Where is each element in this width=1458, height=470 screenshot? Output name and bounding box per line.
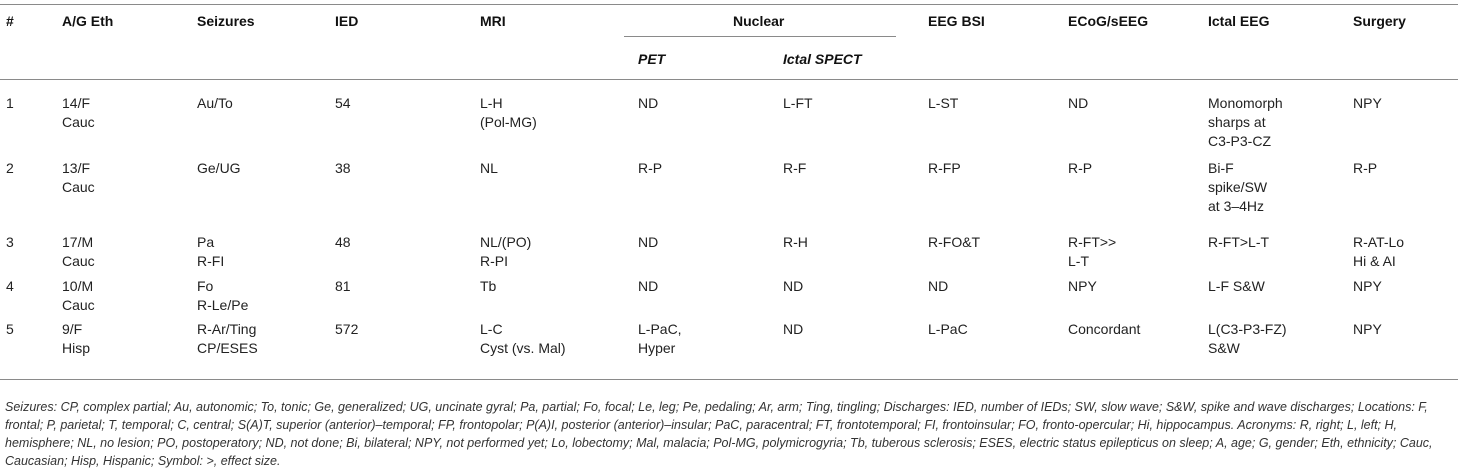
cell-line: R-FT>L-T xyxy=(1208,234,1270,250)
cell-num xyxy=(6,94,14,113)
cell-age-gender-eth xyxy=(62,94,95,132)
subheader-ictal-spect: Ictal SPECT xyxy=(783,51,862,67)
cell-line: NL/(PO) xyxy=(480,234,532,250)
cell-seizures xyxy=(197,320,258,358)
cell-ictal-eeg xyxy=(1208,159,1267,216)
cell-ictal-spect xyxy=(783,159,806,178)
table-footnote: Seizures: CP, complex partial; Au, autonomic; To, tonic; Ge, generalized; UG, uncinate gyral; Pa, partial; Fo, focal; Le, leg; Pe, pedaling; Ar, arm; Ting, tingling; Discharges: IED, number of IEDs; SW, slow wave; S&W, spike and wave discharges; Locations: F, frontal; P, parietal; T, temporal; C, central; S(A)T, superior (anterior)–temporal; FP, frontopolar; P(A)I, posterior (anterior)–insular; PaC, paracentral; FT, frontotemporal; FI, frontoinsular; FO, fronto-opercular; Hi, hippocampus. Acronyms: R, right; L, left; H, hemisphere; NL, no lesion; PO, postoperatory; ND, not done; Bi, bilateral; NPY, not performed yet; Lo, lobectomy; Mal, malacia; Pol-MG, polymicrogyria; Tb, tuberous sclerosis; ESES, electric status epilepticus on sleep; A, age; G, gender; Eth, ethnicity; Cauc, Caucasian; Hisp, Hispanic; Symbol: >, effect size. xyxy=(5,400,1433,468)
cell-line: R-H xyxy=(783,234,808,250)
cell-line: 13/F xyxy=(62,160,91,176)
cell-line: Cauc xyxy=(62,297,95,313)
cell-line: 2 xyxy=(6,160,14,176)
header-surgery: Surgery xyxy=(1353,13,1406,29)
header-seizures: Seizures xyxy=(197,13,255,29)
cell-ecog-seeg xyxy=(1068,320,1140,339)
cell-line: Cauc xyxy=(62,114,95,130)
cell-line: 5 xyxy=(6,321,14,337)
cell-line: ND xyxy=(783,321,804,337)
cell-num xyxy=(6,320,14,339)
header-bottom-rule xyxy=(0,79,1458,80)
cell-line: Cyst (vs. Mal) xyxy=(480,340,566,356)
cell-line: ND xyxy=(928,278,949,294)
nuclear-underline xyxy=(624,36,896,37)
cell-line: NL xyxy=(480,160,498,176)
cell-ictal-eeg xyxy=(1208,320,1287,358)
cell-mri xyxy=(480,277,496,296)
cell-line: C3-P3-CZ xyxy=(1208,133,1272,149)
header-num: # xyxy=(6,13,14,29)
cell-ictal-eeg xyxy=(1208,277,1265,296)
cell-age-gender-eth xyxy=(62,277,95,315)
cell-ictal-spect xyxy=(783,277,803,296)
cell-ied xyxy=(335,94,351,113)
cell-seizures xyxy=(197,233,224,271)
cell-line: 48 xyxy=(335,234,351,250)
cell-line: NPY xyxy=(1353,278,1382,294)
cell-line: 1 xyxy=(6,95,14,111)
table-bottom-rule xyxy=(0,379,1458,380)
cell-surgery xyxy=(1353,233,1404,271)
cell-age-gender-eth xyxy=(62,320,90,358)
cell-line: ND xyxy=(638,95,659,111)
cell-line: Cauc xyxy=(62,253,95,269)
cell-mri xyxy=(480,233,531,271)
cell-line: R-P xyxy=(1353,160,1378,176)
cell-pet xyxy=(638,94,658,113)
cell-line: 4 xyxy=(6,278,14,294)
cell-seizures xyxy=(197,159,241,178)
cell-line: ND xyxy=(783,278,804,294)
header-nuclear: Nuclear xyxy=(733,13,785,29)
cell-eeg-bsi xyxy=(928,94,958,113)
cell-line: Hyper xyxy=(638,340,676,356)
cell-line: spike/SW xyxy=(1208,179,1268,195)
cell-line: R-AT-Lo xyxy=(1353,234,1405,250)
cell-line: Hisp xyxy=(62,340,91,356)
cell-ied xyxy=(335,277,351,296)
cell-eeg-bsi xyxy=(928,320,968,339)
cell-pet xyxy=(638,159,662,178)
cell-line: L-F S&W xyxy=(1208,278,1265,294)
cell-line: R-PI xyxy=(480,253,508,269)
cell-eeg-bsi xyxy=(928,159,961,178)
cell-line: Concordant xyxy=(1068,321,1141,337)
table-top-rule xyxy=(0,4,1458,5)
cell-line: R-FI xyxy=(197,253,225,269)
cell-age-gender-eth xyxy=(62,159,95,197)
subheader-pet: PET xyxy=(638,51,666,67)
cell-ecog-seeg xyxy=(1068,94,1088,113)
cell-line: at 3–4Hz xyxy=(1208,198,1265,214)
cell-line: S&W xyxy=(1208,340,1240,356)
cell-line: Tb xyxy=(480,278,497,294)
cell-line: L-ST xyxy=(928,95,959,111)
cell-line: Au/To xyxy=(197,95,233,111)
cell-line: R-FP xyxy=(928,160,961,176)
cell-eeg-bsi xyxy=(928,233,980,252)
cell-line: R-Ar/Ting xyxy=(197,321,257,337)
cell-line: 9/F xyxy=(62,321,83,337)
cell-pet xyxy=(638,277,658,296)
cell-seizures xyxy=(197,94,233,113)
cell-eeg-bsi xyxy=(928,277,948,296)
cell-surgery xyxy=(1353,159,1377,178)
cell-ied xyxy=(335,159,351,178)
cell-line: ND xyxy=(638,278,659,294)
cell-line: R-Le/Pe xyxy=(197,297,249,313)
cell-ictal-spect xyxy=(783,94,813,113)
cell-line: NPY xyxy=(1353,321,1382,337)
cell-ecog-seeg xyxy=(1068,277,1097,296)
cell-line: (Pol-MG) xyxy=(480,114,537,130)
cell-line: R-FO&T xyxy=(928,234,981,250)
cell-mri xyxy=(480,320,566,358)
cell-line: 54 xyxy=(335,95,351,111)
cell-line: R-P xyxy=(1068,160,1093,176)
header-mri: MRI xyxy=(480,13,506,29)
cell-num xyxy=(6,277,14,296)
cell-line: L-PaC, xyxy=(638,321,682,337)
cell-ictal-spect xyxy=(783,233,808,252)
cell-ictal-eeg xyxy=(1208,233,1269,252)
cell-line: 81 xyxy=(335,278,351,294)
cell-seizures xyxy=(197,277,248,315)
cell-line: ND xyxy=(638,234,659,250)
cell-line: 3 xyxy=(6,234,14,250)
cell-pet xyxy=(638,233,658,252)
cell-num xyxy=(6,233,14,252)
cell-line: 10/M xyxy=(62,278,94,294)
header-age-gender-eth: A/G Eth xyxy=(62,13,114,29)
cell-surgery xyxy=(1353,277,1382,296)
cell-line: 17/M xyxy=(62,234,94,250)
cell-surgery xyxy=(1353,320,1382,339)
cell-ictal-eeg xyxy=(1208,94,1283,151)
cell-line: L-T xyxy=(1068,253,1089,269)
cell-line: 572 xyxy=(335,321,359,337)
cell-line: L-FT xyxy=(783,95,813,111)
cell-line: Monomorph xyxy=(1208,95,1283,111)
cell-age-gender-eth xyxy=(62,233,95,271)
cell-line: L-H xyxy=(480,95,503,111)
cell-ecog-seeg xyxy=(1068,233,1116,271)
cell-line: Bi-F xyxy=(1208,160,1234,176)
cell-line: L-PaC xyxy=(928,321,968,337)
header-ictal-eeg: Ictal EEG xyxy=(1208,13,1270,29)
cell-line: R-F xyxy=(783,160,807,176)
cell-line: CP/ESES xyxy=(197,340,258,356)
cell-pet xyxy=(638,320,682,358)
cell-line: NPY xyxy=(1068,278,1097,294)
header-ecog-seeg: ECoG/sEEG xyxy=(1068,13,1149,29)
cell-line: sharps at xyxy=(1208,114,1266,130)
cell-line: NPY xyxy=(1353,95,1382,111)
cell-num xyxy=(6,159,14,178)
cell-line: ND xyxy=(1068,95,1089,111)
cell-mri xyxy=(480,94,537,132)
cell-line: 38 xyxy=(335,160,351,176)
cell-line: Pa xyxy=(197,234,215,250)
cell-mri xyxy=(480,159,498,178)
cell-ecog-seeg xyxy=(1068,159,1092,178)
cell-line: L-C xyxy=(480,321,503,337)
header-ied: IED xyxy=(335,13,359,29)
cell-line: Ge/UG xyxy=(197,160,241,176)
cell-line: R-P xyxy=(638,160,663,176)
cell-line: 14/F xyxy=(62,95,91,111)
cell-line: Fo xyxy=(197,278,214,294)
header-eeg-bsi: EEG BSI xyxy=(928,13,985,29)
cell-ied xyxy=(335,320,358,339)
cell-line: Hi & AI xyxy=(1353,253,1396,269)
cell-line: L(C3-P3-FZ) xyxy=(1208,321,1287,337)
cell-line: R-FT>> xyxy=(1068,234,1117,250)
cell-ied xyxy=(335,233,351,252)
cell-surgery xyxy=(1353,94,1382,113)
cell-ictal-spect xyxy=(783,320,803,339)
cell-line: Cauc xyxy=(62,179,95,195)
